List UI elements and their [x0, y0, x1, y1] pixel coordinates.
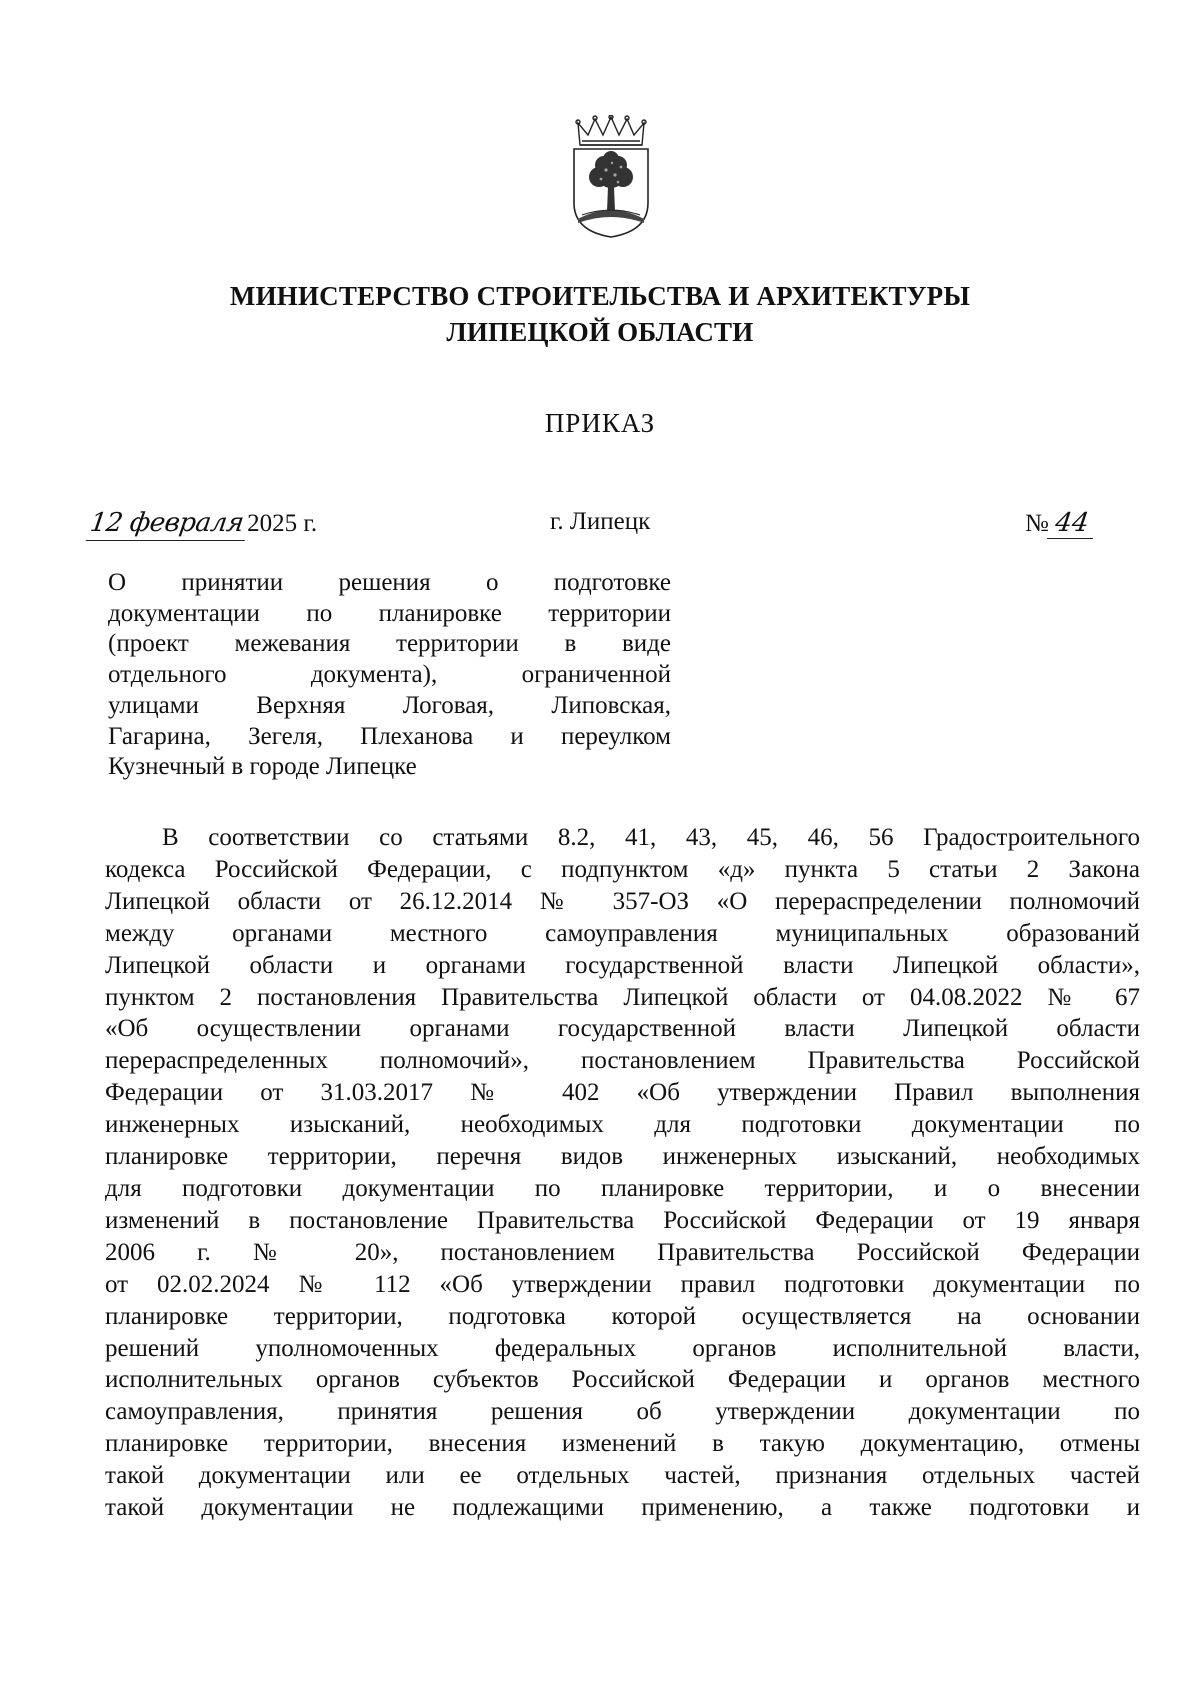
document-subject	[108, 568, 671, 783]
document-body	[105, 822, 1140, 1524]
organization-name-line2: ЛИПЕЦКОЙ ОБЛАСТИ	[446, 317, 754, 347]
subject-line: (проект межевания территории в виде	[108, 630, 671, 658]
body-line: такой документации или ее отдельных частей, признания отдельных частей	[105, 1462, 1140, 1490]
date-line	[0, 508, 1200, 548]
body-line: «Об осуществлении органами государственной власти Липецкой области	[105, 1015, 1140, 1043]
body-line: исполнительных органов субъектов Российской Федерации и органов местного	[105, 1366, 1140, 1394]
subject-line: Кузнечный в городе Липецке	[108, 753, 417, 781]
handwritten-number: 44	[1047, 508, 1097, 539]
body-line: от 02.02.2024 № 112 «Об утверждении правил подготовки документации по	[105, 1270, 1140, 1298]
coat-of-arms-icon	[568, 115, 654, 239]
body-line: инженерных изысканий, необходимых для подготовки документации по	[105, 1111, 1140, 1139]
body-line: Федерации от 31.03.2017 № 402 «Об утверждении Правил выполнения	[105, 1079, 1140, 1107]
body-line: планировке территории, подготовка которой осуществляется на основании	[105, 1302, 1140, 1330]
body-line: В соответствии со статьями 8.2, 41, 43, 45, 46, 56 Градостроительного	[162, 824, 1140, 851]
document-number	[1025, 508, 1095, 539]
subject-line: улицами Верхняя Логовая, Липовская,	[108, 691, 671, 719]
subject-line: документации по планировке территории	[108, 599, 671, 627]
body-line: 2006 г. № 20», постановлением Правительства Российской Федерации	[105, 1238, 1140, 1266]
body-line: планировке территории, внесения изменений в такую документацию, отмены	[105, 1430, 1140, 1458]
subject-line: отдельного документа), ограниченной	[108, 661, 671, 689]
body-line: для подготовки документации по планировке территории, и о внесении	[105, 1174, 1140, 1202]
document-date	[88, 508, 317, 541]
number-label: №	[1025, 510, 1049, 537]
body-line: между органами местного самоуправления муниципальных образований	[105, 919, 1140, 947]
body-line: кодекса Российской Федерации, с подпунктом «д» пункта 5 статьи 2 Закона	[105, 855, 1140, 883]
organization-name-line1: МИНИСТЕРСТВО СТРОИТЕЛЬСТВА И АРХИТЕКТУРЫ	[229, 281, 971, 311]
body-line: такой документации не подлежащими применению, а также подготовки и	[105, 1494, 1140, 1522]
body-line: изменений в постановление Правительства Российской Федерации от 19 января	[105, 1206, 1140, 1234]
body-line: перераспределенных полномочий», постановлением Правительства Российской	[105, 1047, 1140, 1075]
document-type: ПРИКАЗ	[544, 408, 656, 438]
body-line: планировке территории, перечня видов инженерных изысканий, необходимых	[105, 1143, 1140, 1171]
body-line: Липецкой области от 26.12.2014 № 357-ОЗ «О перераспределении полномочий	[105, 887, 1140, 915]
body-line: самоуправления, принятия решения об утверждении документации по	[105, 1398, 1140, 1426]
organization-name	[150, 278, 1050, 350]
body-line: пунктом 2 постановления Правительства Липецкой области от 04.08.2022 № 67	[105, 983, 1140, 1011]
date-year: 2025 г.	[247, 510, 318, 537]
handwritten-date: 12 февраля	[86, 508, 250, 541]
body-line: Липецкой области и органами государственной власти Липецкой области»,	[105, 951, 1140, 979]
document-city: г. Липецк	[550, 508, 651, 535]
subject-line: Гагарина, Зегеля, Плеханова и переулком	[108, 722, 671, 750]
body-line: решений уполномоченных федеральных органов исполнительной власти,	[105, 1334, 1140, 1362]
subject-line: О принятии решения о подготовке	[108, 569, 671, 596]
